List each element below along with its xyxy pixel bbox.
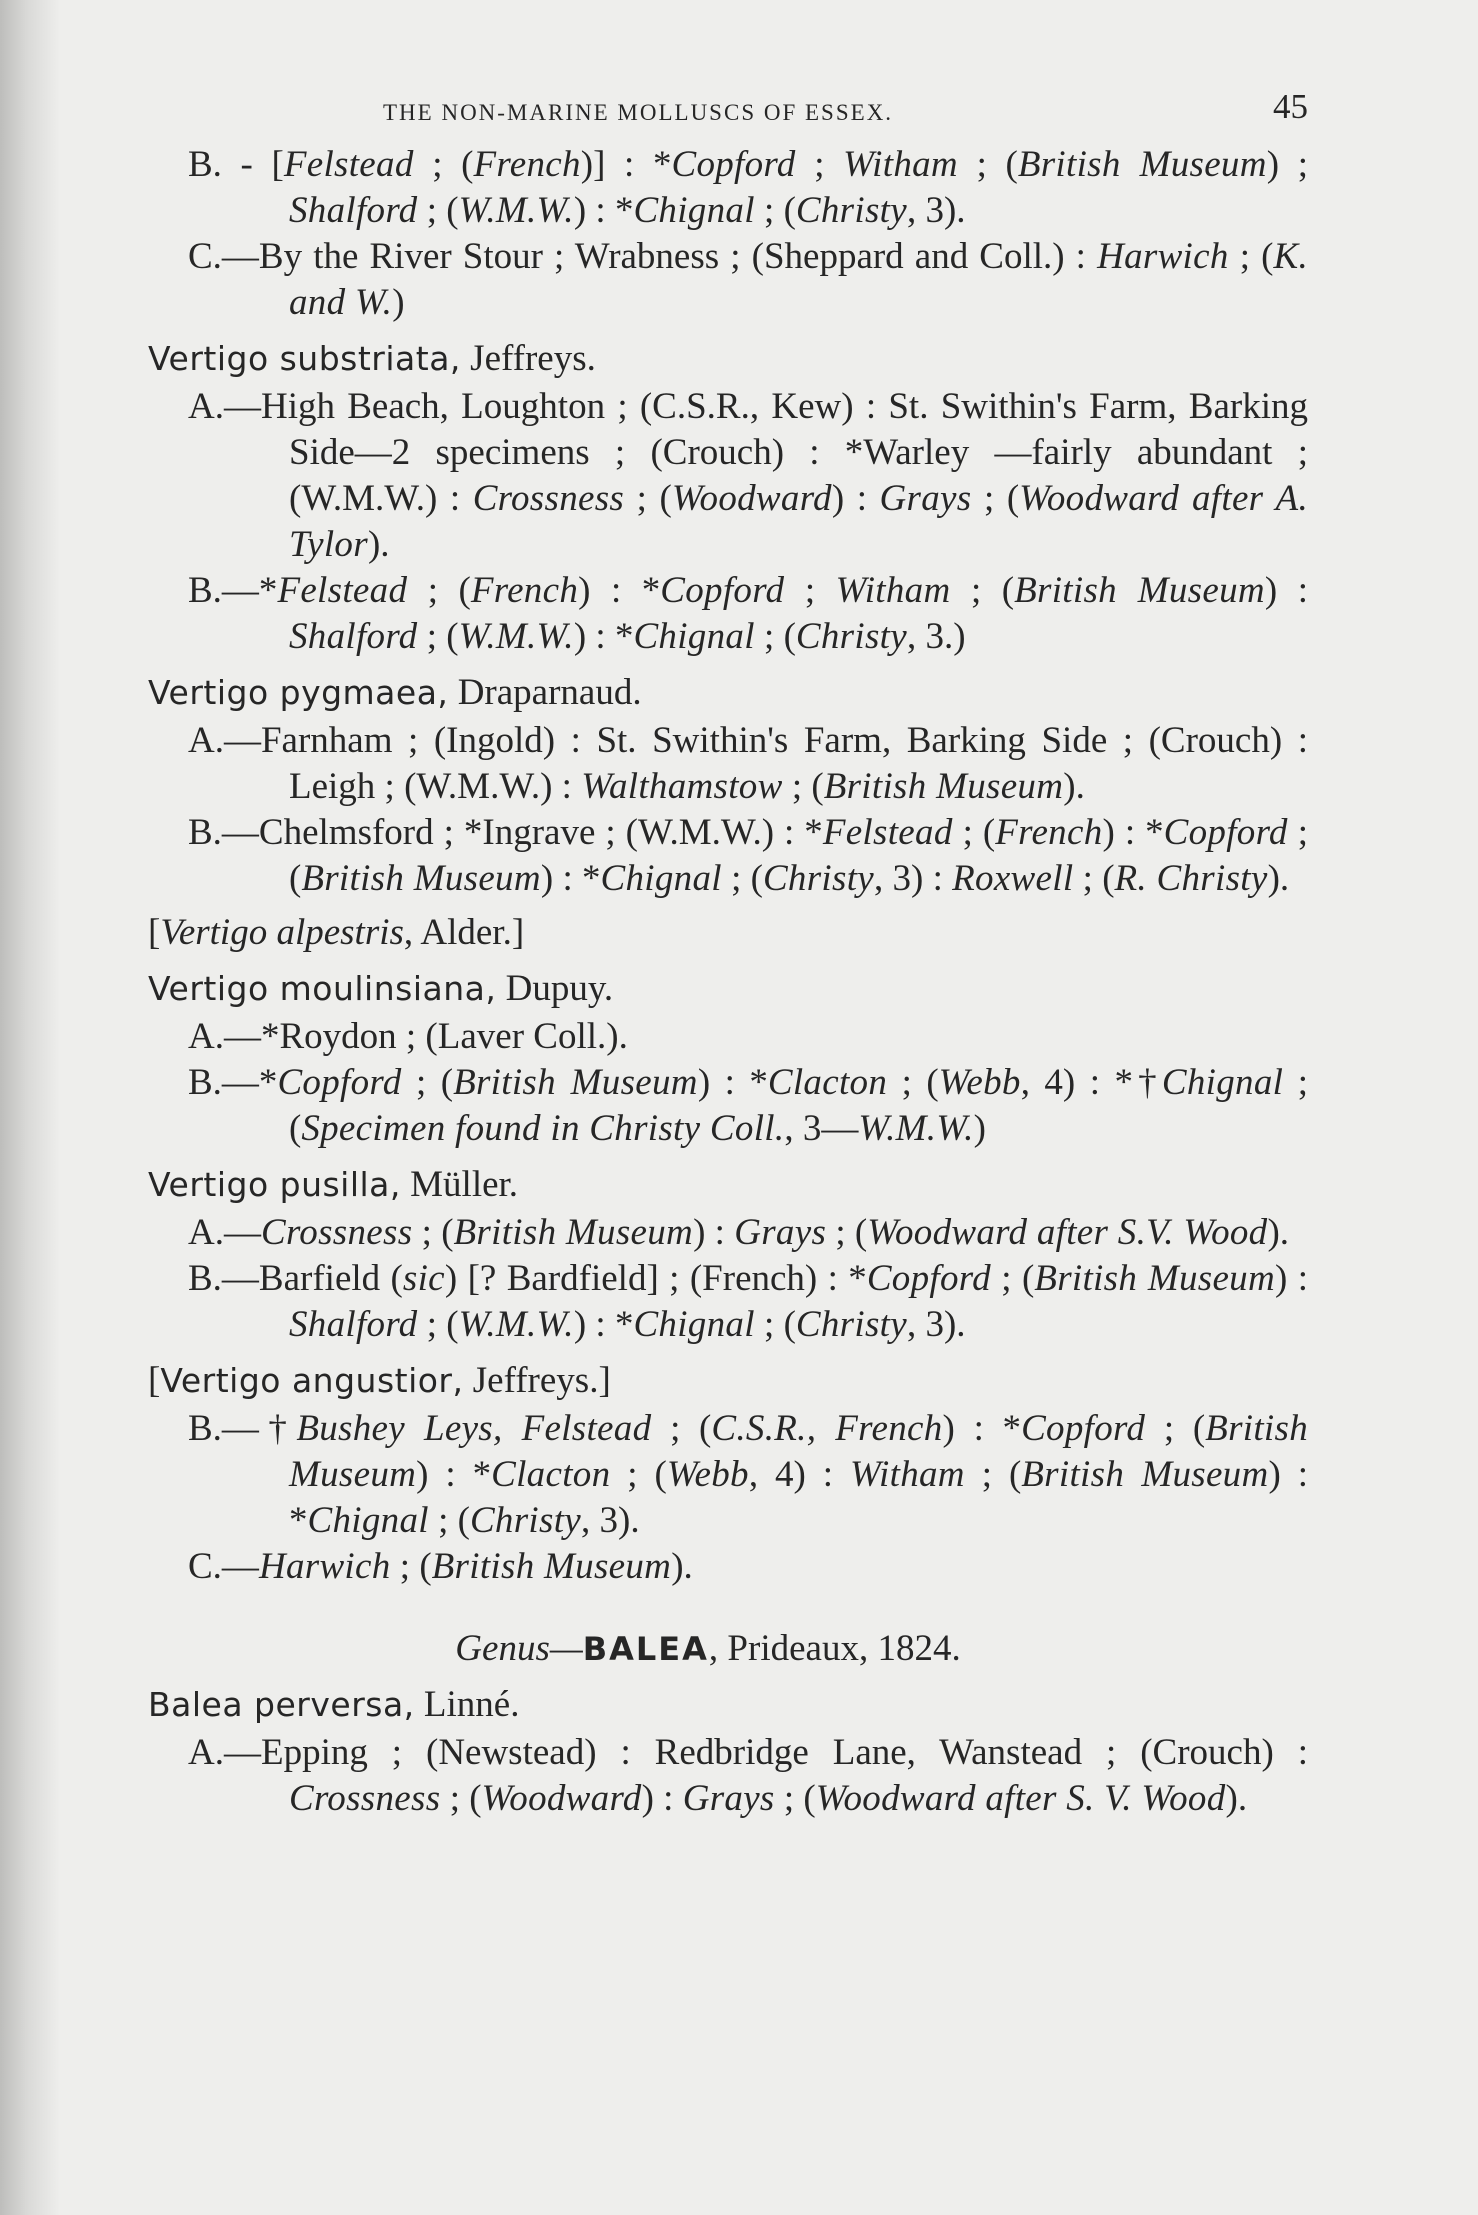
genus-prefix: Genus— [455,1628,583,1669]
locality-entry: A.—*Roydon ; (Laver Coll.). [188,1016,628,1057]
species-heading: Vertigo moulinsiana, Dupuy. [148,968,614,1009]
species-heading: [Vertigo angustior, Jeffreys.] [148,1360,611,1401]
species-heading: Vertigo pygmaea, Draparnaud. [148,672,642,713]
locality-entry: A.—Crossness ; (British Museum) : Grays ; (Woodward after S.V. Wood). [188,1212,1290,1253]
locality-entry: B.—†Bushey Leys, Felstead ; (C.S.R., French) : *Copford ; (British Museum) : *Clacton ; (Webb, 4) : Witham ; (British Museum) : *Chignal ; (Christy, 3). [188,1408,1309,1541]
locality-entry: A.—Epping ; (Newstead) : Redbridge Lane, Wanstead ; (Crouch) : Crossness ; (Woodward) : Grays ; (Woodward after S. V. Wood). [188,1732,1308,1819]
genus-heading [148,1626,1308,1672]
locality-entry: B.—Chelmsford ; *Ingrave ; (W.M.W.) : *Felstead ; (French) : *Copford ; (British Museum) : *Chignal ; (Christy, 3) : Roxwell ; (R. Christy). [188,812,1308,899]
species-heading: Vertigo pusilla, Müller. [148,1164,519,1205]
genus-name: BALEA [582,1630,709,1668]
running-header [148,80,1308,142]
locality-entry: C.—By the River Stour ; Wrabness ; (Sheppard and Coll.) : Harwich ; (K. and W.) [188,236,1308,323]
book-page [148,80,1308,1822]
locality-entry: B. - [Felstead ; (French)] : *Copford ; Witham ; (British Museum) ; Shalford ; (W.M.W.) : *Chignal ; (Christy, 3). [188,144,1308,231]
species-heading: [Vertigo alpestris, Alder.] [148,912,525,953]
locality-entry: A.—Farnham ; (Ingold) : St. Swithin's Farm, Barking Side ; (Crouch) : Leigh ; (W.M.W.) : Walthamstow ; (British Museum). [188,720,1308,807]
genus-authority: , Prideaux, 1824. [708,1628,961,1669]
species-heading: Balea perversa, Linné. [148,1684,520,1725]
species-heading: Vertigo substriata, Jeffreys. [148,338,596,379]
locality-entry: B.—*Copford ; (British Museum) : *Clacton ; (Webb, 4) : *†Chignal ; (Specimen found in Christy Coll., 3—W.M.W.) [188,1062,1308,1149]
locality-entry: B.—*Felstead ; (French) : *Copford ; Witham ; (British Museum) : Shalford ; (W.M.W.) : *Chignal ; (Christy, 3.) [188,570,1309,657]
running-title: THE NON-MARINE MOLLUSCS OF ESSEX. [383,100,894,125]
page-gutter-shadow [0,0,60,2215]
locality-entry: A.—High Beach, Loughton ; (C.S.R., Kew) : St. Swithin's Farm, Barking Side—2 specimens ; (Crouch) : *Warley —fairly abundant ; (W.M.W.) : Crossness ; (Woodward) : Grays ; (Woodward after A. Tylor). [188,386,1308,565]
locality-entry: B.—Barfield (sic) [? Bardfield] ; (French) : *Copford ; (British Museum) : Shalford ; (W.M.W.) : *Chignal ; (Christy, 3). [188,1258,1308,1345]
page-number: 45 [1273,87,1308,126]
locality-entry: C.—Harwich ; (British Museum). [188,1546,693,1587]
